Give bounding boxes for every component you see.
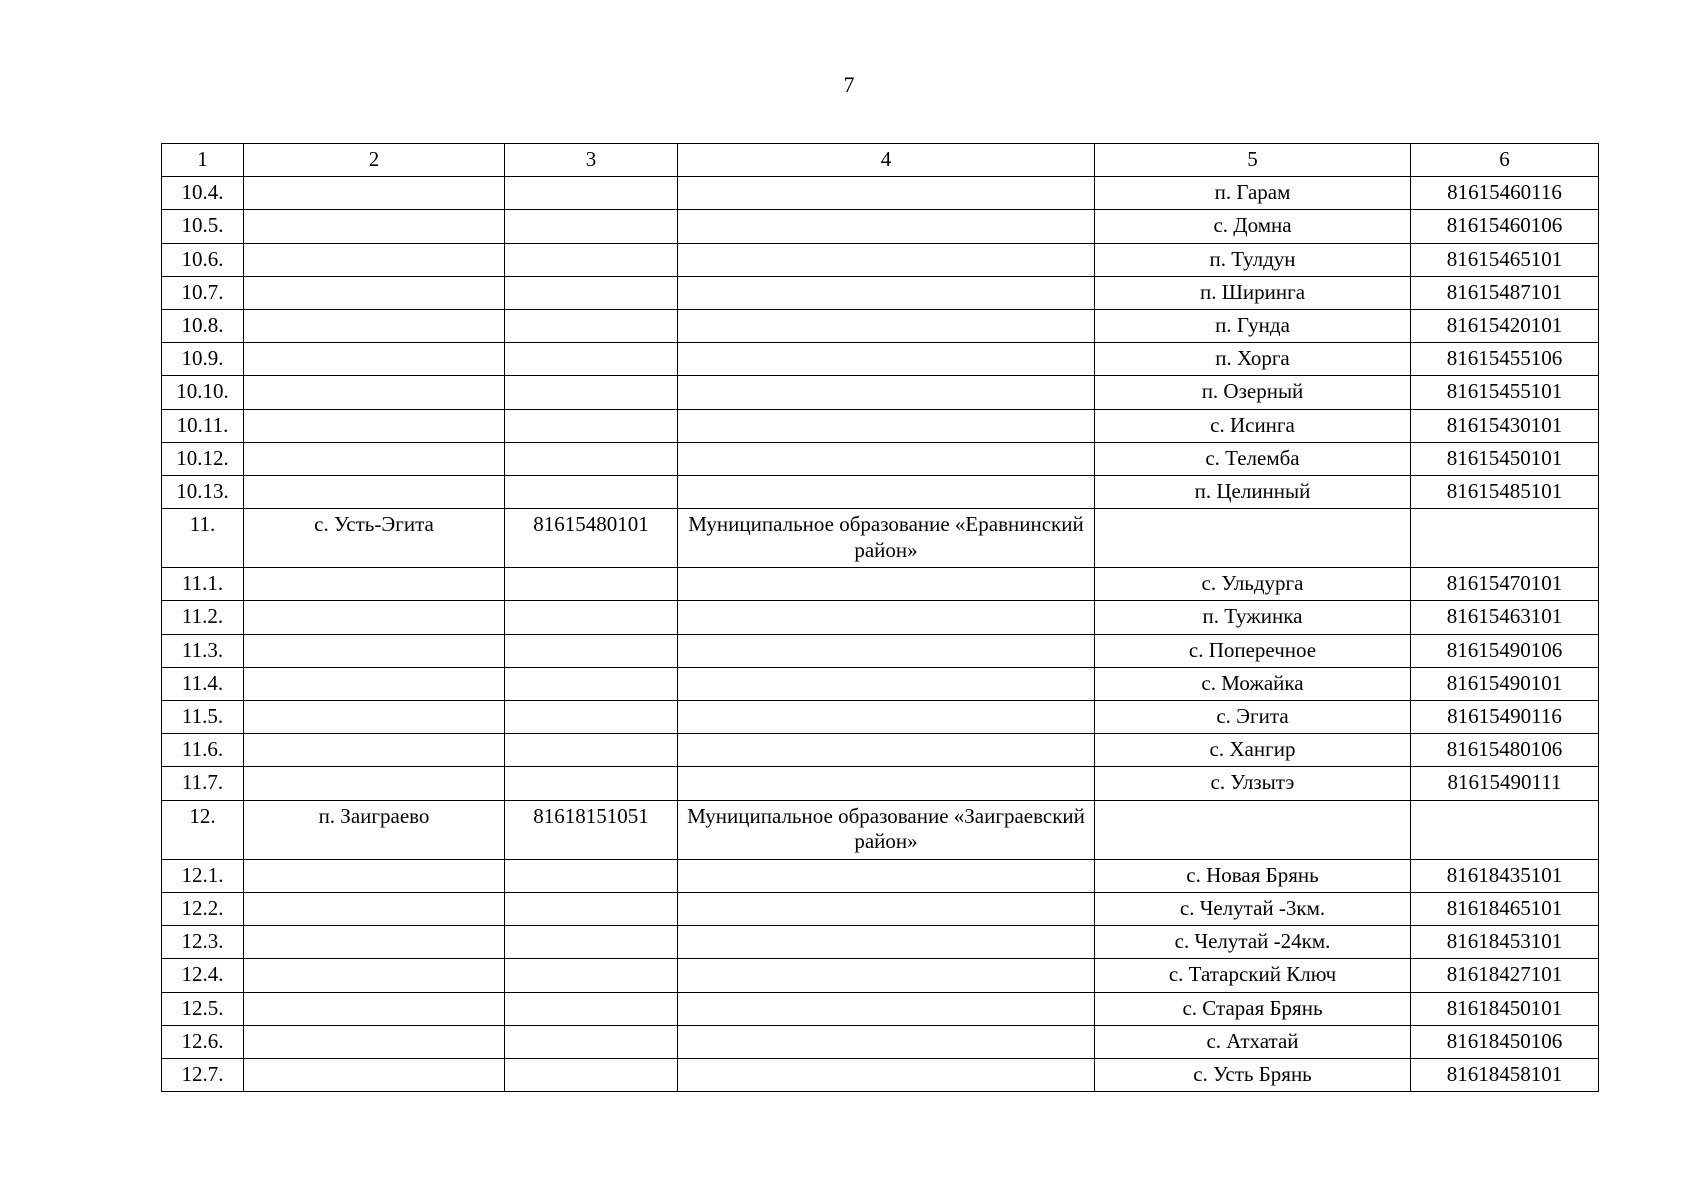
- settlement-code-cell: 81618458101: [1411, 1058, 1599, 1091]
- settlement-code-cell: 81615450101: [1411, 442, 1599, 475]
- settlement-code-cell: 81615420101: [1411, 309, 1599, 342]
- settlement-name-cell: с. Домна: [1095, 210, 1411, 243]
- table-row: [162, 800, 1599, 859]
- row-number-cell: 11.7.: [162, 767, 244, 800]
- settlement-code-cell: 81615460116: [1411, 177, 1599, 210]
- center-name-cell: [244, 409, 505, 442]
- row-number-cell: 11.6.: [162, 734, 244, 767]
- settlement-code-cell: 81615490101: [1411, 667, 1599, 700]
- municipality-cell: [678, 1025, 1095, 1058]
- center-code-cell: [505, 376, 678, 409]
- table-row: [162, 409, 1599, 442]
- table-row: [162, 701, 1599, 734]
- settlement-name-cell: п. Хорга: [1095, 343, 1411, 376]
- municipality-cell: [678, 475, 1095, 508]
- center-name-cell: [244, 893, 505, 926]
- center-code-cell: [505, 409, 678, 442]
- table-row: [162, 667, 1599, 700]
- table-row: [162, 475, 1599, 508]
- municipality-cell: [678, 767, 1095, 800]
- settlement-name-cell: с. Атхатай: [1095, 1025, 1411, 1058]
- row-number-cell: 10.12.: [162, 442, 244, 475]
- settlement-name-cell: п. Гунда: [1095, 309, 1411, 342]
- center-name-cell: [244, 1025, 505, 1058]
- row-number-cell: 10.4.: [162, 177, 244, 210]
- center-name-cell: [244, 926, 505, 959]
- center-name-cell: [244, 859, 505, 892]
- municipality-cell: [678, 634, 1095, 667]
- center-code-cell: [505, 893, 678, 926]
- center-name-cell: [244, 1058, 505, 1091]
- center-code-cell: [505, 343, 678, 376]
- settlement-name-cell: п. Тулдун: [1095, 243, 1411, 276]
- center-code-cell: [505, 667, 678, 700]
- table-row: [162, 243, 1599, 276]
- row-number-cell: 10.13.: [162, 475, 244, 508]
- municipality-cell: [678, 701, 1095, 734]
- settlement-code-cell: 81615487101: [1411, 276, 1599, 309]
- table-row: [162, 568, 1599, 601]
- center-code-cell: [505, 475, 678, 508]
- table-row: [162, 959, 1599, 992]
- center-code-cell: [505, 309, 678, 342]
- table-row: [162, 634, 1599, 667]
- center-code-cell: [505, 1025, 678, 1058]
- municipality-cell: [678, 893, 1095, 926]
- row-number-cell: 10.7.: [162, 276, 244, 309]
- row-number-cell: 10.11.: [162, 409, 244, 442]
- center-name-cell: [244, 343, 505, 376]
- center-name-cell: [244, 701, 505, 734]
- table-row: [162, 376, 1599, 409]
- center-name-cell: [244, 475, 505, 508]
- settlement-code-cell: 81618450101: [1411, 992, 1599, 1025]
- header-cell: 3: [505, 144, 678, 177]
- settlement-code-cell: 81615485101: [1411, 475, 1599, 508]
- settlement-name-cell: с. Челутай -3км.: [1095, 893, 1411, 926]
- settlement-code-cell: 81615470101: [1411, 568, 1599, 601]
- center-name-cell: [244, 959, 505, 992]
- settlement-name-cell: с. Хангир: [1095, 734, 1411, 767]
- settlement-name-cell: с. Челутай -24км.: [1095, 926, 1411, 959]
- settlement-name-cell: с. Поперечное: [1095, 634, 1411, 667]
- table-row: [162, 1025, 1599, 1058]
- table-row: [162, 926, 1599, 959]
- row-number-cell: 11.4.: [162, 667, 244, 700]
- center-code-cell: [505, 442, 678, 475]
- center-code-cell: [505, 210, 678, 243]
- municipality-cell: [678, 667, 1095, 700]
- settlement-name-cell: с. Татарский Ключ: [1095, 959, 1411, 992]
- settlement-name-cell: с. Телемба: [1095, 442, 1411, 475]
- table-row: [162, 442, 1599, 475]
- settlement-name-cell: п. Гарам: [1095, 177, 1411, 210]
- municipality-cell: Муниципальное образование «Заиграевский район»: [678, 800, 1095, 859]
- center-code-cell: [505, 734, 678, 767]
- center-code-cell: 81615480101: [505, 509, 678, 568]
- center-code-cell: [505, 959, 678, 992]
- center-code-cell: [505, 601, 678, 634]
- row-number-cell: 12.3.: [162, 926, 244, 959]
- center-name-cell: [244, 243, 505, 276]
- settlement-name-cell: п. Ширинга: [1095, 276, 1411, 309]
- center-name-cell: [244, 177, 505, 210]
- settlement-name-cell: с. Можайка: [1095, 667, 1411, 700]
- settlement-name-cell: п. Озерный: [1095, 376, 1411, 409]
- center-name-cell: [244, 667, 505, 700]
- center-name-cell: п. Заиграево: [244, 800, 505, 859]
- settlement-code-cell: [1411, 800, 1599, 859]
- table-header-row: [162, 144, 1599, 177]
- municipality-cell: [678, 276, 1095, 309]
- center-code-cell: [505, 177, 678, 210]
- row-number-cell: 12.1.: [162, 859, 244, 892]
- municipality-cell: [678, 243, 1095, 276]
- municipality-cell: [678, 734, 1095, 767]
- settlement-code-cell: [1411, 509, 1599, 568]
- row-number-cell: 11.3.: [162, 634, 244, 667]
- center-name-cell: [244, 634, 505, 667]
- row-number-cell: 12.5.: [162, 992, 244, 1025]
- center-name-cell: с. Усть-Эгита: [244, 509, 505, 568]
- municipality-cell: [678, 309, 1095, 342]
- municipality-cell: [678, 409, 1095, 442]
- row-number-cell: 12.2.: [162, 893, 244, 926]
- table-row: [162, 859, 1599, 892]
- center-name-cell: [244, 734, 505, 767]
- municipality-cell: [678, 442, 1095, 475]
- settlement-code-cell: 81618453101: [1411, 926, 1599, 959]
- center-name-cell: [244, 376, 505, 409]
- municipality-cell: [678, 177, 1095, 210]
- municipality-cell: [678, 992, 1095, 1025]
- municipality-cell: [678, 926, 1095, 959]
- center-name-cell: [244, 767, 505, 800]
- row-number-cell: 12.7.: [162, 1058, 244, 1091]
- center-code-cell: [505, 767, 678, 800]
- row-number-cell: 11.5.: [162, 701, 244, 734]
- table-row: [162, 276, 1599, 309]
- table-row: [162, 601, 1599, 634]
- settlements-table: [161, 143, 1599, 1092]
- center-code-cell: [505, 243, 678, 276]
- center-code-cell: [505, 859, 678, 892]
- row-number-cell: 12.4.: [162, 959, 244, 992]
- settlement-code-cell: 81618450106: [1411, 1025, 1599, 1058]
- row-number-cell: 12.6.: [162, 1025, 244, 1058]
- row-number-cell: 10.8.: [162, 309, 244, 342]
- settlement-name-cell: [1095, 509, 1411, 568]
- row-number-cell: 10.5.: [162, 210, 244, 243]
- settlement-name-cell: с. Исинга: [1095, 409, 1411, 442]
- municipality-cell: [678, 568, 1095, 601]
- settlement-code-cell: 81615490116: [1411, 701, 1599, 734]
- center-name-cell: [244, 601, 505, 634]
- settlement-name-cell: с. Новая Брянь: [1095, 859, 1411, 892]
- center-code-cell: [505, 926, 678, 959]
- center-code-cell: 81618151051: [505, 800, 678, 859]
- row-number-cell: 11.1.: [162, 568, 244, 601]
- settlement-code-cell: 81615430101: [1411, 409, 1599, 442]
- municipality-cell: [678, 1058, 1095, 1091]
- row-number-cell: 11.2.: [162, 601, 244, 634]
- settlement-name-cell: с. Улзытэ: [1095, 767, 1411, 800]
- center-name-cell: [244, 210, 505, 243]
- row-number-cell: 10.9.: [162, 343, 244, 376]
- center-code-cell: [505, 276, 678, 309]
- municipality-cell: Муниципальное образование «Еравнинский район»: [678, 509, 1095, 568]
- table-row: [162, 343, 1599, 376]
- table-body: [162, 144, 1599, 1092]
- header-cell: 6: [1411, 144, 1599, 177]
- settlement-name-cell: с. Эгита: [1095, 701, 1411, 734]
- center-code-cell: [505, 1058, 678, 1091]
- row-number-cell: 12.: [162, 800, 244, 859]
- center-code-cell: [505, 634, 678, 667]
- settlement-name-cell: с. Ульдурга: [1095, 568, 1411, 601]
- municipality-cell: [678, 376, 1095, 409]
- municipality-cell: [678, 859, 1095, 892]
- municipality-cell: [678, 601, 1095, 634]
- municipality-cell: [678, 210, 1095, 243]
- center-name-cell: [244, 568, 505, 601]
- center-name-cell: [244, 309, 505, 342]
- table-row: [162, 210, 1599, 243]
- table-row: [162, 767, 1599, 800]
- center-code-cell: [505, 568, 678, 601]
- page-number: 7: [843, 72, 855, 97]
- settlement-name-cell: с. Усть Брянь: [1095, 1058, 1411, 1091]
- settlement-code-cell: 81615480106: [1411, 734, 1599, 767]
- table-row: [162, 893, 1599, 926]
- settlement-code-cell: 81615490106: [1411, 634, 1599, 667]
- center-name-cell: [244, 442, 505, 475]
- table-row: [162, 992, 1599, 1025]
- settlement-code-cell: 81615460106: [1411, 210, 1599, 243]
- row-number-cell: 10.6.: [162, 243, 244, 276]
- settlement-name-cell: [1095, 800, 1411, 859]
- table-row: [162, 309, 1599, 342]
- header-cell: 4: [678, 144, 1095, 177]
- settlement-code-cell: 81615465101: [1411, 243, 1599, 276]
- table-row: [162, 509, 1599, 568]
- settlement-name-cell: п. Тужинка: [1095, 601, 1411, 634]
- center-name-cell: [244, 276, 505, 309]
- settlement-code-cell: 81618427101: [1411, 959, 1599, 992]
- settlement-code-cell: 81615463101: [1411, 601, 1599, 634]
- settlement-name-cell: с. Старая Брянь: [1095, 992, 1411, 1025]
- table-row: [162, 1058, 1599, 1091]
- settlement-code-cell: 81615490111: [1411, 767, 1599, 800]
- municipality-cell: [678, 343, 1095, 376]
- center-name-cell: [244, 992, 505, 1025]
- row-number-cell: 11.: [162, 509, 244, 568]
- municipality-cell: [678, 959, 1095, 992]
- settlement-code-cell: 81618465101: [1411, 893, 1599, 926]
- settlement-code-cell: 81615455106: [1411, 343, 1599, 376]
- row-number-cell: 10.10.: [162, 376, 244, 409]
- settlement-code-cell: 81615455101: [1411, 376, 1599, 409]
- center-code-cell: [505, 992, 678, 1025]
- header-cell: 5: [1095, 144, 1411, 177]
- table-row: [162, 734, 1599, 767]
- header-cell: 1: [162, 144, 244, 177]
- settlement-code-cell: 81618435101: [1411, 859, 1599, 892]
- settlement-name-cell: п. Целинный: [1095, 475, 1411, 508]
- center-code-cell: [505, 701, 678, 734]
- table-row: [162, 177, 1599, 210]
- header-cell: 2: [244, 144, 505, 177]
